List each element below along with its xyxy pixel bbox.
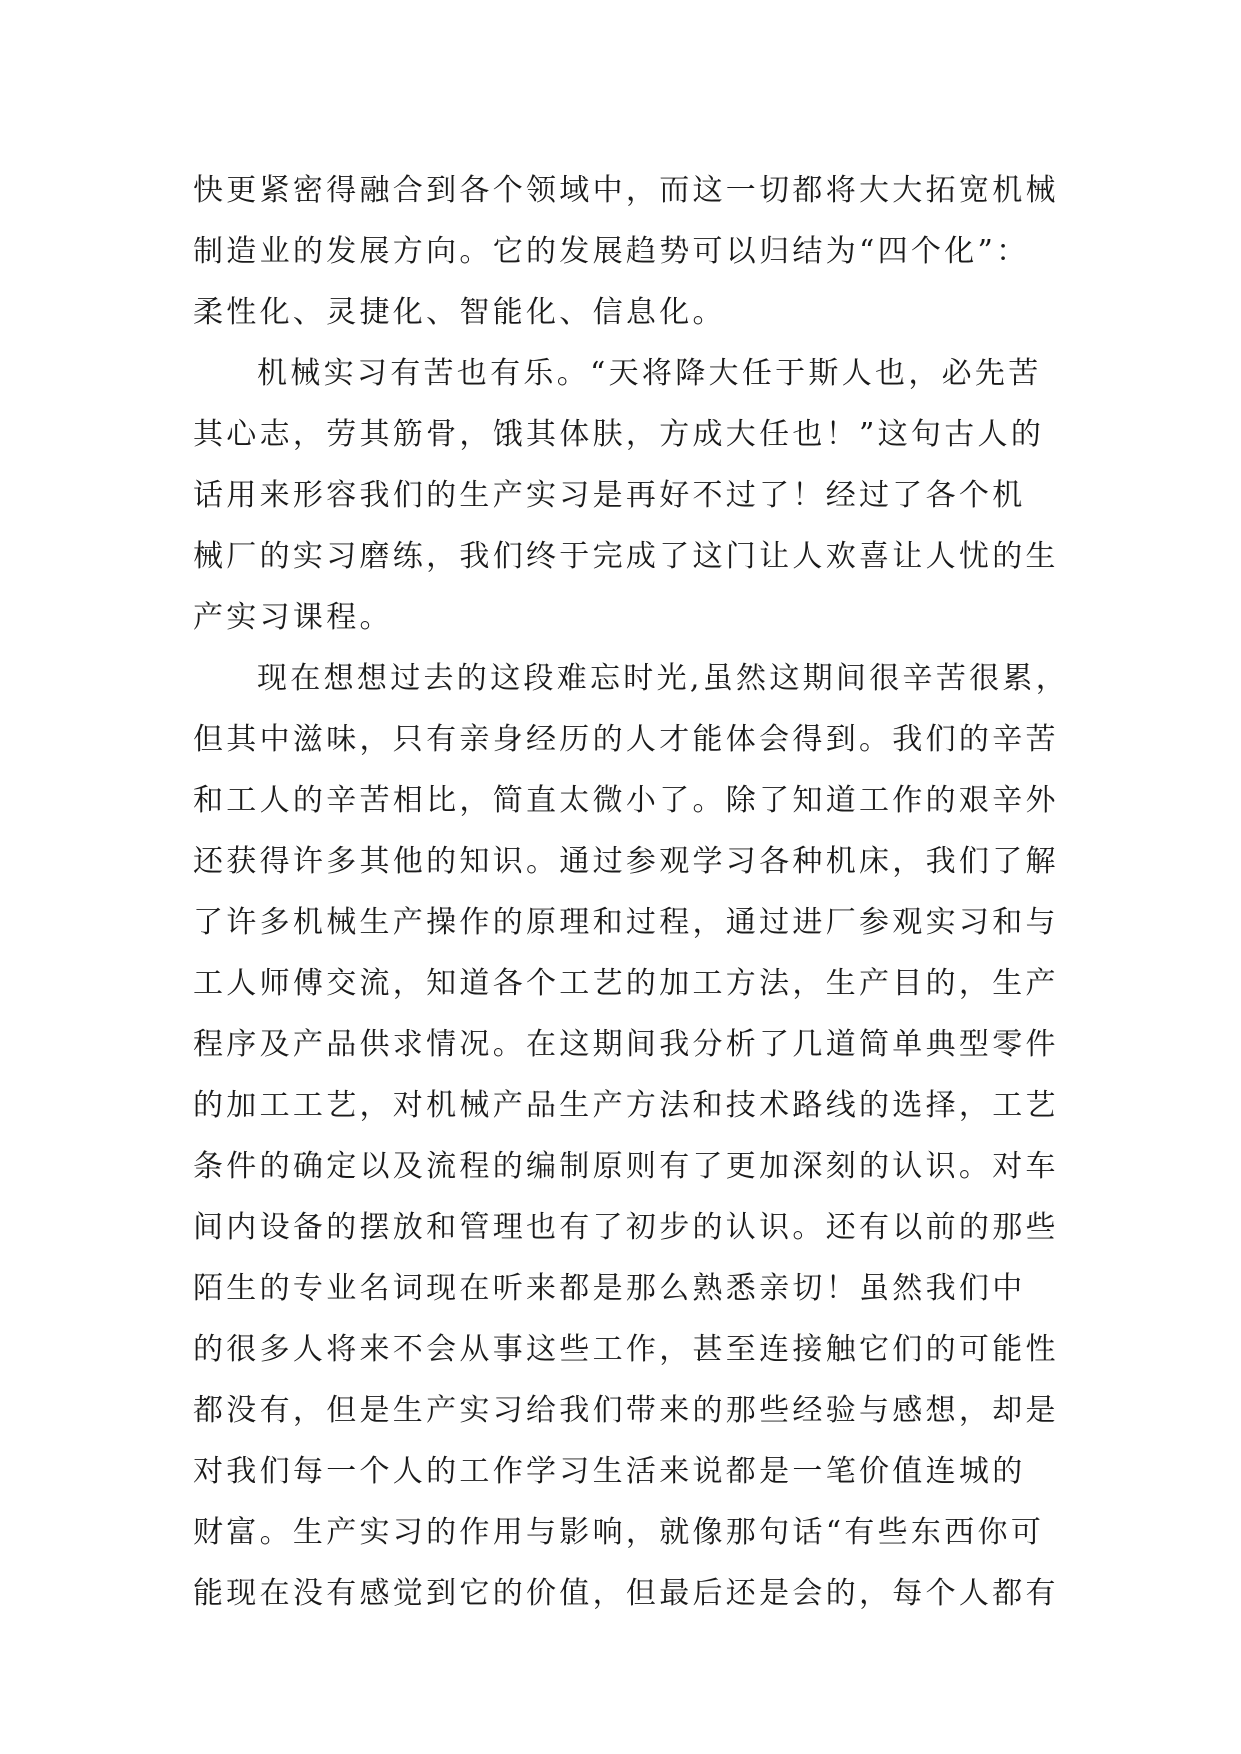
text-line-8: 产实习课程。 bbox=[193, 600, 393, 635]
text-line-9: 现在想想过去的这段难忘时光,虽然这期间很辛苦很累， bbox=[257, 661, 1070, 696]
text-line-22: 对我们每一个人的工作学习生活来说都是一笔价值连城的 bbox=[193, 1454, 1026, 1489]
text-line-24: 能现在没有感觉到它的价值，但最后还是会的，每个人都有 bbox=[193, 1576, 1059, 1611]
text-line-19: 陌生的专业名词现在听来都是那么熟悉亲切！虽然我们中 bbox=[193, 1271, 1026, 1306]
text-line-4: 机械实习有苦也有乐。“天将降大任于斯人也，必先苦 bbox=[257, 356, 1042, 391]
text-line-3: 柔性化、灵捷化、智能化、信息化。 bbox=[193, 295, 726, 330]
text-line-6: 话用来形容我们的生产实习是再好不过了！经过了各个机 bbox=[193, 478, 1026, 513]
text-line-11: 和工人的辛苦相比，简直太微小了。除了知道工作的艰辛外 bbox=[193, 783, 1059, 818]
text-line-21: 都没有，但是生产实习给我们带来的那些经验与感想，却是 bbox=[193, 1393, 1059, 1428]
text-line-15: 程序及产品供求情况。在这期间我分析了几道简单典型零件 bbox=[193, 1027, 1059, 1062]
text-line-1: 快更紧密得融合到各个领域中，而这一切都将大大拓宽机械 bbox=[193, 173, 1059, 208]
text-line-5: 其心志，劳其筋骨，饿其体肤，方成大任也！”这句古人的 bbox=[193, 417, 1045, 452]
text-line-23: 财富。生产实习的作用与影响，就像那句话“有些东西你可 bbox=[193, 1515, 1045, 1550]
text-line-13: 了许多机械生产操作的原理和过程，通过进厂参观实习和与 bbox=[193, 905, 1059, 940]
text-line-10: 但其中滋味，只有亲身经历的人才能体会得到。我们的辛苦 bbox=[193, 722, 1059, 757]
text-line-14: 工人师傅交流，知道各个工艺的加工方法，生产目的，生产 bbox=[193, 966, 1059, 1001]
text-line-18: 间内设备的摆放和管理也有了初步的认识。还有以前的那些 bbox=[193, 1210, 1059, 1245]
text-line-17: 条件的确定以及流程的编制原则有了更加深刻的认识。对车 bbox=[193, 1149, 1059, 1184]
text-line-20: 的很多人将来不会从事这些工作，甚至连接触它们的可能性 bbox=[193, 1332, 1059, 1367]
text-line-16: 的加工工艺，对机械产品生产方法和技术路线的选择，工艺 bbox=[193, 1088, 1059, 1123]
text-line-12: 还获得许多其他的知识。通过参观学习各种机床，我们了解 bbox=[193, 844, 1059, 879]
text-line-2: 制造业的发展方向。它的发展趋势可以归结为“四个化”： bbox=[193, 234, 1030, 269]
document-body bbox=[193, 160, 1070, 1624]
text-line-7: 械厂的实习磨练，我们终于完成了这门让人欢喜让人忧的生 bbox=[193, 539, 1059, 574]
